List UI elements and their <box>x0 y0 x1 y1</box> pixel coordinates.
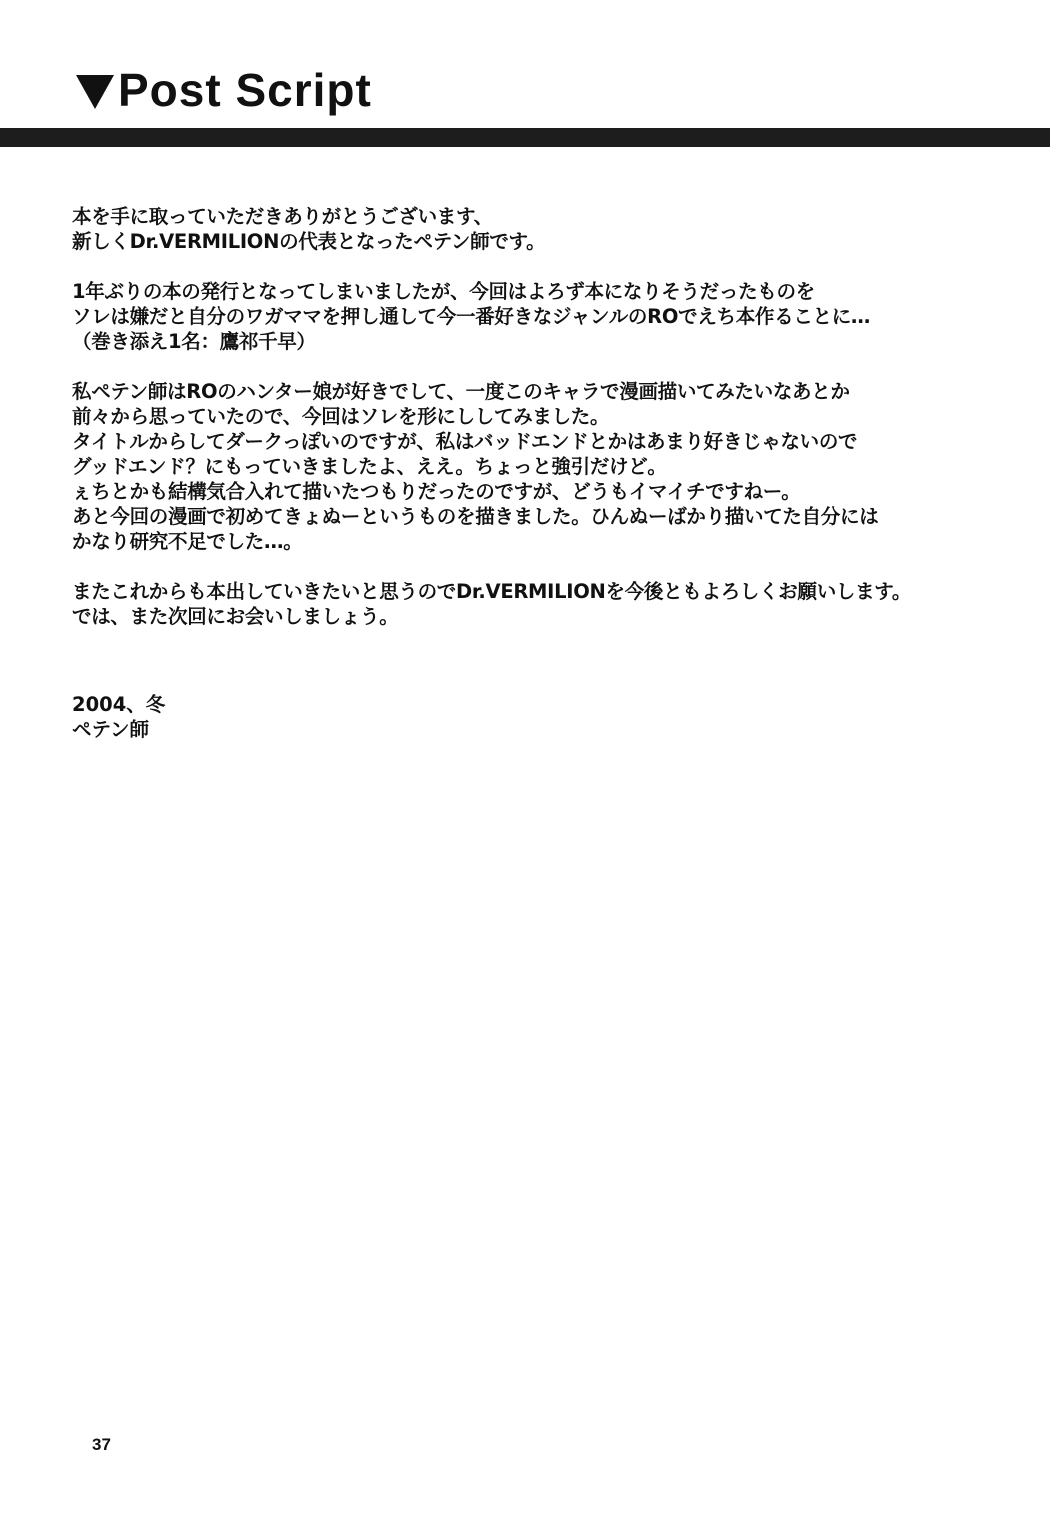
paragraph <box>72 579 972 629</box>
signature-author: ペテン師 <box>72 718 150 741</box>
title-text: Post Script <box>118 64 372 116</box>
text-line: ぇちとかも結構気合入れて描いたつもりだったのですが、どうもイマイチですねー。 <box>72 480 801 503</box>
paragraph <box>72 379 972 554</box>
text-line: では、また次回にお会いしましょう。 <box>72 605 399 628</box>
text-line: （巻き添え1名：鷹祁千早） <box>72 330 316 353</box>
signature-date: 2004、冬 <box>72 693 166 716</box>
text-line: またこれからも本出していきたいと思うのでDr.VERMILIONを今後ともよろしくお願いします。 <box>72 580 912 603</box>
body-text <box>72 204 972 654</box>
text-line: 前々から思っていたので、今回はソレを形にししてみました。 <box>72 405 610 428</box>
text-line: 私ペテン師はROのハンター娘が好きでして、一度このキャラで漫画描いてみたいなあとか <box>72 380 850 403</box>
text-line: グッドエンド？にもっていきましたよ、ええ。ちょっと強引だけど。 <box>72 455 667 478</box>
text-line: 1年ぶりの本の発行となってしまいましたが、今回はよろず本になりそうだったものを <box>72 280 815 303</box>
paragraph <box>72 279 972 354</box>
page-number: 37 <box>92 1435 111 1454</box>
header-divider <box>0 128 1050 147</box>
signature <box>72 692 165 742</box>
paragraph <box>72 204 972 254</box>
text-line: かなり研究不足でした…。 <box>72 530 303 553</box>
down-triangle-icon <box>76 75 114 109</box>
text-line: 新しくDr.VERMILIONの代表となったペテン師です。 <box>72 230 546 253</box>
text-line: ソレは嫌だと自分のワガママを押し通して今一番好きなジャンルのROでえち本作ることに… <box>72 305 871 328</box>
page-title <box>76 62 372 118</box>
text-line: タイトルからしてダークっぽいのですが、私はバッドエンドとかはあまり好きじゃないので <box>72 430 858 453</box>
text-line: 本を手に取っていただきありがとうございます、 <box>72 205 493 228</box>
text-line: あと今回の漫画で初めてきょぬーというものを描きました。ひんぬーばかり描いてた自分には <box>72 505 879 528</box>
